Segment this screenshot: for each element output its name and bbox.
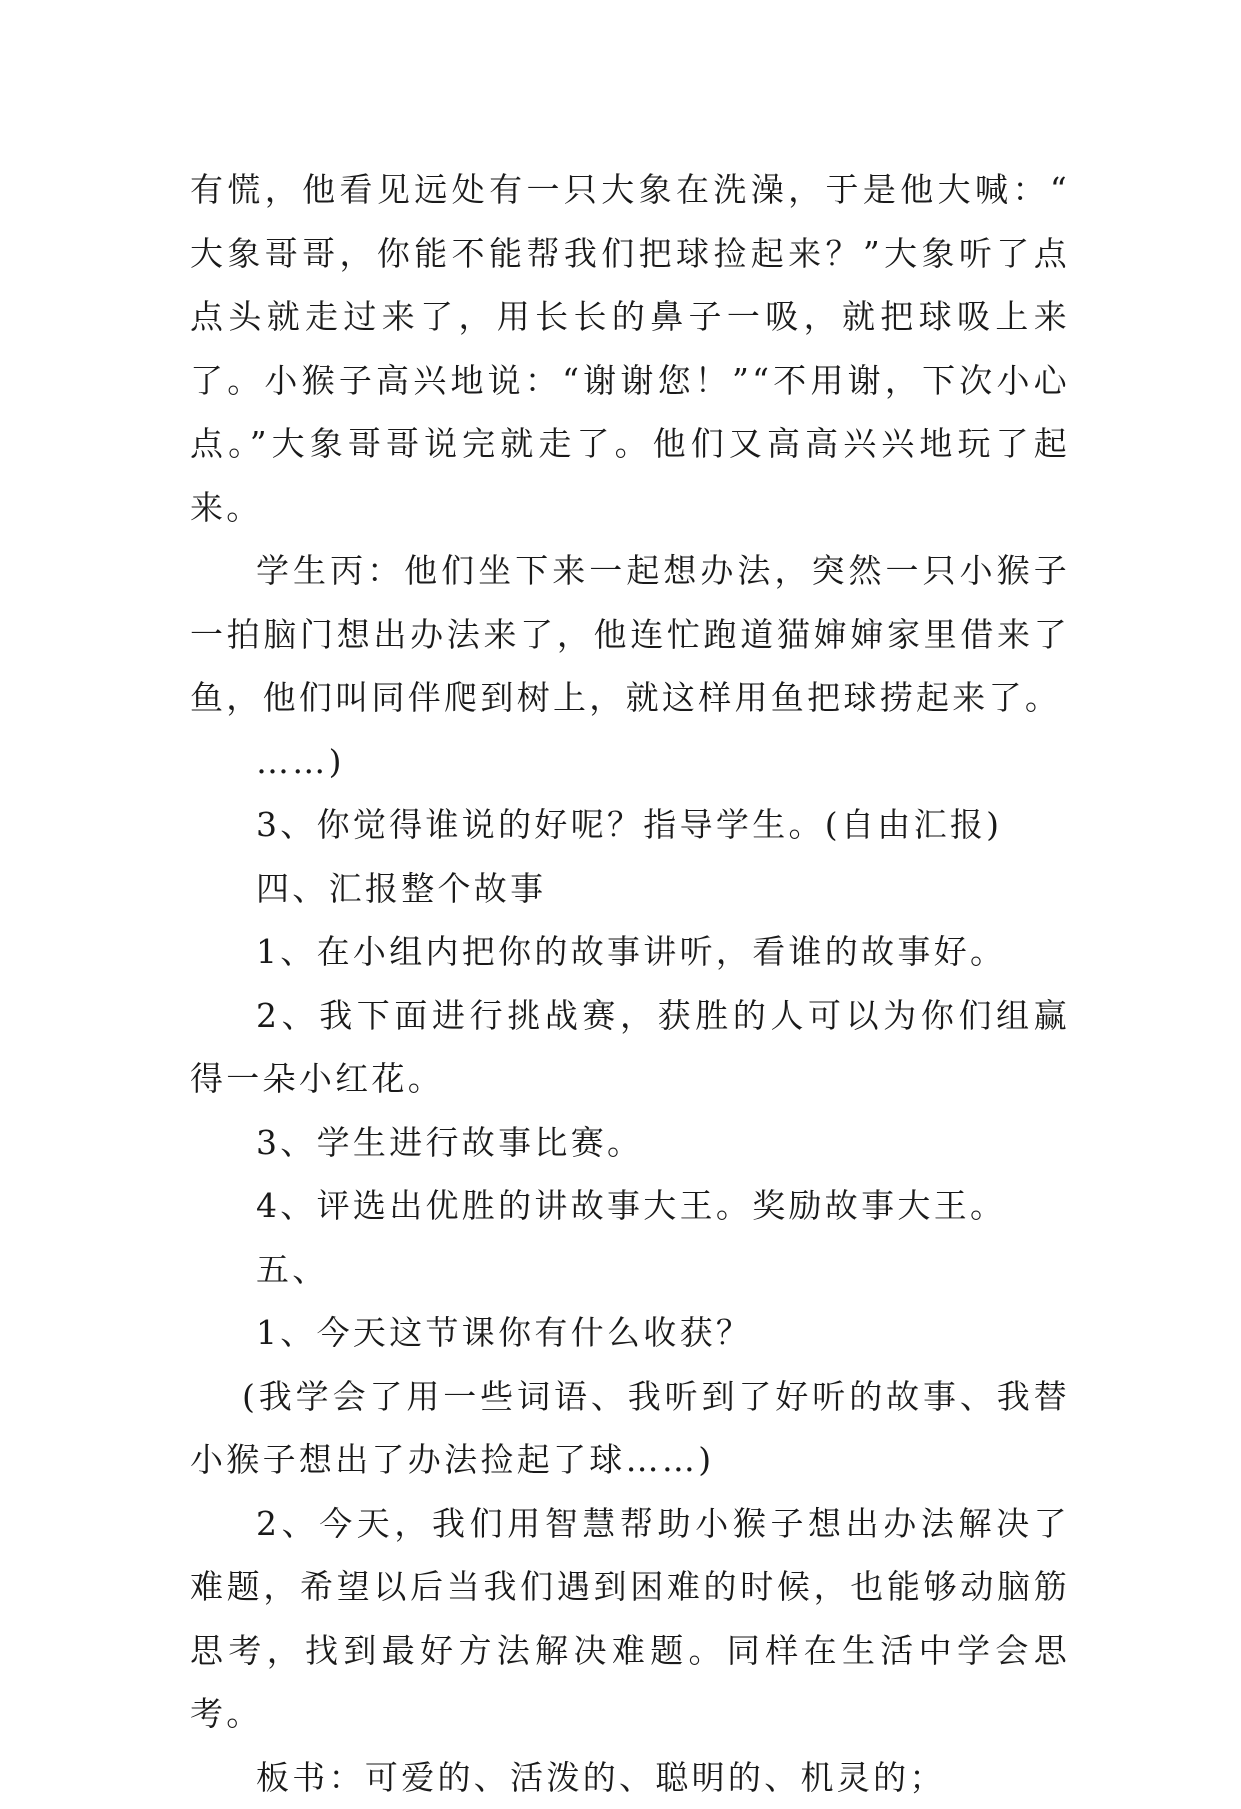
paragraph-step-1-group: 1、在小组内把你的故事讲听，看谁的故事好。 bbox=[190, 920, 1070, 984]
paragraph-student-c: 学生丙：他们坐下来一起想办法，突然一只小猴子一拍脑门想出办法来了，他连忙跑道猫婶婶家里借来了鱼，他们叫同伴爬到树上，就这样用鱼把球捞起来了。 bbox=[190, 539, 1070, 730]
paragraph-step-1-harvest: 1、今天这节课你有什么收获？ bbox=[190, 1301, 1070, 1365]
paragraph-step-3-question: 3、你觉得谁说的好呢？指导学生。(自由汇报) bbox=[190, 793, 1070, 857]
paragraph-step-4-select: 4、评选出优胜的讲故事大王。奖励故事大王。 bbox=[190, 1174, 1070, 1238]
paragraph-story-continuation: 有慌，他看见远处有一只大象在洗澡，于是他大喊：“ 大象哥哥，你能不能帮我们把球捡起来？”大象听了点点头就走过来了，用长长的鼻子一吸，就把球吸上来了。小猴子高兴地说：“谢谢您！”“不用谢，下次小心点。”大象哥哥说完就走了。他们又高高兴兴地玩了起来。 bbox=[190, 158, 1070, 539]
paragraph-step-2-summary: 2、今天，我们用智慧帮助小猴子想出办法解决了难题，希望以后当我们遇到困难的时候，也能够动脑筋思考，找到最好方法解决难题。同样在生活中学会思考。 bbox=[190, 1492, 1070, 1746]
section-heading-5: 五、 bbox=[190, 1238, 1070, 1302]
document-body bbox=[190, 158, 1070, 1809]
paragraph-student-answers: (我学会了用一些词语、我听到了好听的故事、我替小猴子想出了办法捡起了球……) bbox=[190, 1365, 1070, 1492]
paragraph-step-3-contest: 3、学生进行故事比赛。 bbox=[190, 1111, 1070, 1175]
paragraph-ellipsis: ……) bbox=[190, 730, 1070, 794]
section-heading-4: 四、汇报整个故事 bbox=[190, 857, 1070, 921]
paragraph-step-2-challenge: 2、我下面进行挑战赛，获胜的人可以为你们组赢得一朵小红花。 bbox=[190, 984, 1070, 1111]
paragraph-blackboard: 板书：可爱的、活泼的、聪明的、机灵的； bbox=[190, 1746, 1070, 1809]
